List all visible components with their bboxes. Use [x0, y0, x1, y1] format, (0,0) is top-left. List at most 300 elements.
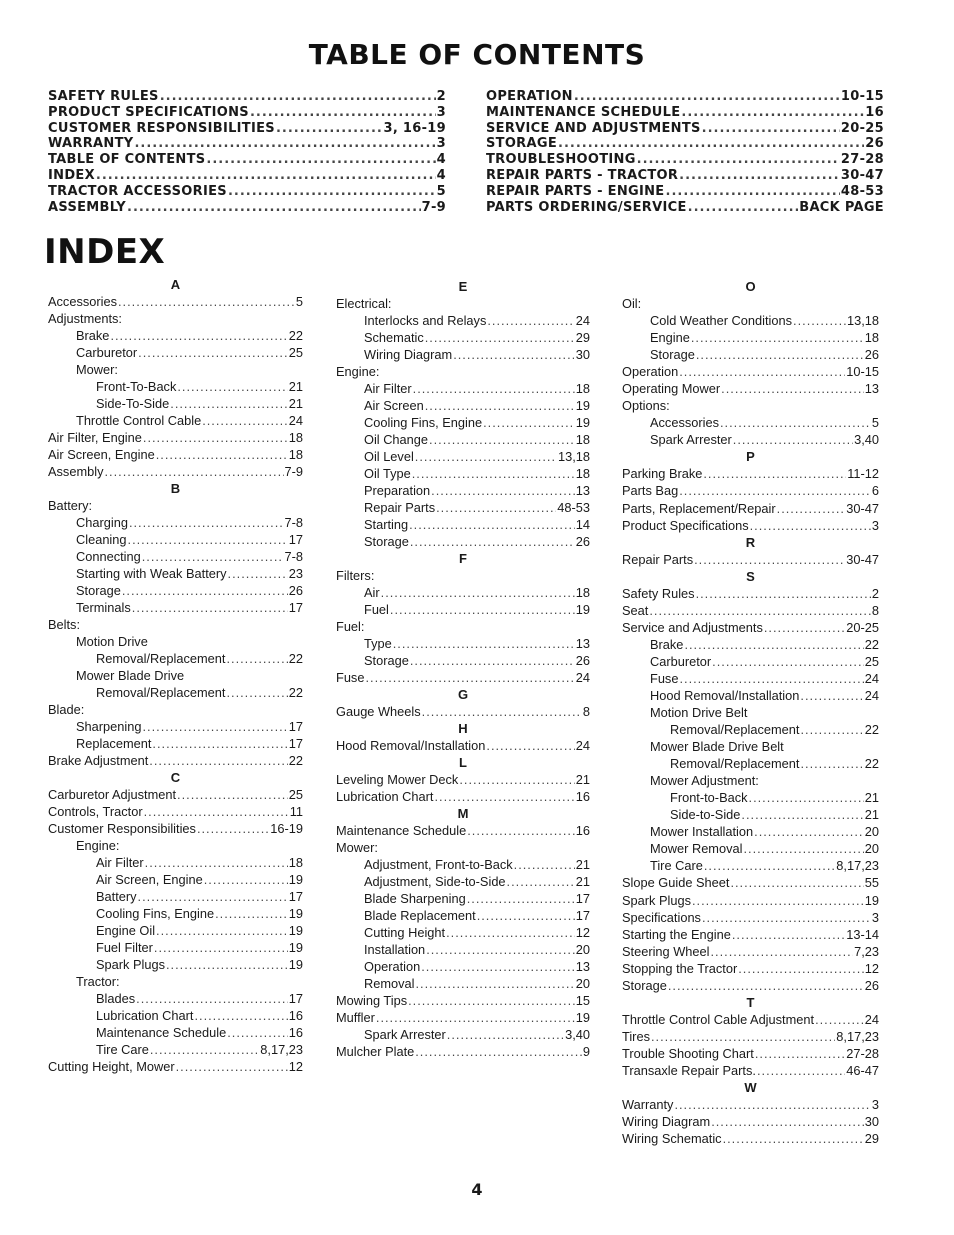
index-letter-heading: G	[457, 687, 469, 702]
leader-dots	[704, 857, 835, 874]
index-entry	[622, 926, 879, 943]
index-entry-label: Fuse	[650, 670, 679, 686]
index-entry	[48, 327, 303, 344]
leader-dots	[679, 363, 845, 380]
leader-dots	[486, 737, 574, 754]
leader-dots	[166, 956, 288, 973]
leader-dots	[514, 856, 575, 873]
leader-dots	[110, 327, 287, 344]
index-entry-label: Belts:	[48, 617, 81, 632]
index-entry	[622, 687, 879, 704]
index-letter-heading: W	[744, 1079, 757, 1095]
index-entry-page: 19	[575, 602, 590, 617]
index-entry-label: Options:	[622, 398, 670, 414]
index-entry-label: Leveling Mower Deck	[336, 772, 459, 787]
index-entry-label: Oil:	[622, 296, 642, 311]
index-entry	[336, 703, 590, 720]
toc-entry	[48, 89, 446, 105]
index-entry-label: Removal/Replacement	[670, 756, 800, 772]
leader-dots	[681, 105, 864, 121]
index-entry-page: 8,17,23	[836, 858, 879, 874]
leader-dots	[696, 585, 871, 602]
index-entry	[336, 771, 590, 788]
leader-dots	[149, 752, 287, 769]
toc-entry-label: TABLE OF CONTENTS	[48, 152, 206, 168]
index-entry-label: Throttle Control Cable Adjustment	[622, 1011, 815, 1027]
index-entry-page: 19	[288, 940, 303, 955]
index-entry-label: Charging	[76, 515, 128, 530]
toc-entry-page: BACK PAGE	[799, 199, 884, 215]
index-entry	[622, 806, 879, 823]
index-column-2	[336, 278, 590, 1060]
leader-dots	[226, 650, 287, 667]
toc-entry-label: WARRANTY	[48, 136, 134, 152]
index-entry-page: 22	[864, 636, 879, 652]
index-entry-page: 14	[575, 517, 590, 532]
index-entry-label: Oil Level	[364, 449, 414, 464]
index-entry-label: Mowing Tips	[336, 993, 408, 1008]
index-entry-page: 13,18	[557, 449, 590, 464]
index-entry	[336, 482, 590, 499]
toc-entry-page: 4	[436, 167, 446, 183]
index-entry-page: 13	[864, 381, 879, 397]
index-entry	[336, 958, 590, 975]
leader-dots	[800, 687, 863, 704]
index-entry	[622, 892, 879, 909]
toc-entry-label: REPAIR PARTS - ENGINE	[486, 183, 665, 199]
index-column-1	[48, 276, 303, 1075]
index-entry-page: 3	[871, 909, 879, 925]
index-entry-label: Removal/Replacement	[96, 685, 226, 700]
index-entry	[48, 905, 303, 922]
index-entry	[48, 514, 303, 531]
leader-dots	[156, 446, 288, 463]
index-entry	[48, 293, 303, 310]
leader-dots	[408, 992, 575, 1009]
index-entry	[622, 840, 879, 857]
index-entry-label: Trouble Shooting Chart	[622, 1045, 754, 1061]
index-entry	[48, 939, 303, 956]
leader-dots	[800, 755, 863, 772]
toc-entry	[48, 152, 446, 168]
index-entry	[622, 670, 879, 687]
index-entry	[622, 772, 879, 789]
index-entry-page: 7-8	[284, 549, 303, 564]
index-entry-page: 7-9	[284, 464, 303, 479]
index-entry	[48, 1024, 303, 1041]
index-entry-page: 30-47	[846, 500, 879, 516]
index-entry-label: Gauge Wheels	[336, 704, 421, 719]
toc-entry	[486, 136, 884, 152]
index-entry	[48, 718, 303, 735]
leader-dots	[483, 414, 575, 431]
index-entry-page: 12	[288, 1059, 303, 1074]
index-entry	[336, 397, 590, 414]
index-entry-page: 13,18	[846, 313, 879, 329]
index-entry-page: 48-53	[557, 500, 590, 515]
index-entry	[622, 943, 879, 960]
leader-dots	[702, 909, 871, 926]
toc-entry-label: CUSTOMER RESPONSIBILITIES	[48, 120, 275, 136]
index-entry-label: Terminals	[76, 600, 131, 615]
index-entry-label: Muffler	[336, 1010, 375, 1025]
toc-entry	[48, 136, 446, 152]
index-entry-label: Storage	[650, 347, 695, 363]
index-entry-label: Adjustment, Side-to-Side	[364, 874, 506, 889]
index-letter-heading: L	[459, 755, 467, 770]
index-entry-page: 27-28	[846, 1045, 879, 1061]
toc-entry-page: 3	[436, 104, 446, 120]
leader-dots	[150, 1041, 259, 1058]
index-entry-page: 5	[295, 294, 303, 309]
index-entry-page: 30	[864, 1114, 879, 1130]
leader-dots	[118, 293, 295, 310]
leader-dots	[684, 636, 863, 653]
leader-dots	[412, 465, 575, 482]
leader-dots	[142, 718, 287, 735]
index-entry	[336, 907, 590, 924]
index-entry-label: Interlocks and Relays	[364, 313, 487, 328]
index-entry-page: 18	[288, 855, 303, 870]
page-number: 4	[471, 1180, 483, 1199]
index-entry-page: 17	[575, 908, 590, 923]
index-entry	[622, 431, 879, 448]
index-entry-page: 13	[575, 636, 590, 651]
index-entry-label: Safety Rules	[622, 585, 695, 601]
index-entry-label: Cold Weather Conditions	[650, 313, 793, 329]
index-entry-page: 8	[871, 602, 879, 618]
index-entry	[622, 738, 879, 755]
index-entry-label: Storage	[622, 977, 667, 993]
index-entry-page: 24	[864, 670, 879, 686]
index-entry	[48, 837, 303, 854]
leader-dots	[129, 514, 284, 531]
index-entry-page: 19	[288, 923, 303, 938]
index-entry-label: Lubrication Chart	[96, 1008, 194, 1023]
leader-dots	[732, 926, 845, 943]
index-entry-label: Side-To-Side	[96, 396, 170, 411]
index-entry-label: Blade Sharpening	[364, 891, 466, 906]
index-entry-label: Front-to-Back	[670, 790, 748, 806]
index-letter-heading: T	[746, 994, 755, 1010]
leader-dots	[723, 1130, 864, 1147]
index-entry	[48, 565, 303, 582]
index-entry-page: 12	[575, 925, 590, 940]
index-entry-label: Tires	[622, 1028, 650, 1044]
index-entry	[48, 973, 303, 990]
index-entry-page: 7-8	[284, 515, 303, 530]
index-entry-page: 13	[575, 483, 590, 498]
leader-dots	[459, 771, 574, 788]
index-entry	[336, 618, 590, 635]
index-entry-page: 3,40	[565, 1027, 590, 1042]
leader-dots	[692, 892, 864, 909]
index-entry-label: Schematic	[364, 330, 424, 345]
index-entry	[336, 856, 590, 873]
index-entry-page: 3	[871, 517, 879, 533]
toc-entry-label: TRACTOR ACCESSORIES	[48, 183, 227, 199]
index-entry-page: 7,23	[854, 943, 879, 959]
leader-dots	[712, 653, 864, 670]
index-entry-page: 26	[575, 653, 590, 668]
leader-dots	[649, 602, 871, 619]
leader-dots	[145, 854, 288, 871]
leader-dots	[138, 888, 288, 905]
index-entry-label: Air Filter, Engine	[48, 430, 142, 445]
index-entry-page: 21	[864, 790, 879, 806]
index-entry	[622, 312, 879, 329]
index-entry	[622, 1096, 879, 1113]
leader-dots	[507, 873, 575, 890]
index-entry-page: 18	[288, 430, 303, 445]
index-letter-heading: C	[170, 770, 181, 785]
index-entry-page: 24	[575, 313, 590, 328]
index-entry-page: 25	[288, 787, 303, 802]
leader-dots	[228, 565, 288, 582]
index-entry-page: 26	[864, 347, 879, 363]
leader-dots	[410, 652, 575, 669]
index-entry	[48, 1007, 303, 1024]
toc-entry-label: MAINTENANCE SCHEDULE	[486, 104, 681, 120]
index-entry	[48, 871, 303, 888]
leader-dots	[206, 152, 435, 168]
index-entry-label: Transaxle Repair Parts.	[622, 1062, 756, 1078]
toc-entry-page: 3, 16-19	[383, 120, 446, 136]
index-entry-label: Electrical:	[336, 296, 392, 311]
toc-entry	[48, 200, 446, 216]
index-entry-label: Parts Bag	[622, 483, 679, 499]
leader-dots	[754, 823, 864, 840]
index-entry-label: Warranty	[622, 1096, 674, 1112]
index-entry-label: Cutting Height	[364, 925, 446, 940]
leader-dots	[431, 482, 575, 499]
index-entry	[48, 633, 303, 650]
index-entry-page: 19	[575, 398, 590, 413]
index-entry-page: 17	[288, 532, 303, 547]
leader-dots	[250, 105, 436, 121]
index-entry-label: Storage	[364, 653, 409, 668]
leader-dots	[228, 184, 436, 200]
index-entry-page: 17	[288, 600, 303, 615]
index-entry-label: Fuel Filter	[96, 940, 153, 955]
index-entry-page: 20-25	[846, 619, 879, 635]
index-entry	[336, 1026, 590, 1043]
index-entry-label: Engine:	[76, 838, 120, 853]
index-entry	[48, 735, 303, 752]
leader-dots	[668, 977, 864, 994]
index-entry	[48, 650, 303, 667]
toc-entry	[486, 184, 884, 200]
index-entry-label: Sharpening	[76, 719, 142, 734]
index-entry	[622, 823, 879, 840]
leader-dots	[477, 907, 575, 924]
index-entry	[336, 312, 590, 329]
toc-entry	[486, 152, 884, 168]
leader-dots	[177, 378, 287, 395]
leader-dots	[487, 312, 574, 329]
leader-dots	[711, 1113, 864, 1130]
index-entry	[48, 378, 303, 395]
index-entry	[48, 582, 303, 599]
index-letter-heading: M	[457, 806, 469, 821]
index-entry	[336, 1043, 590, 1060]
index-entry-label: Air Screen, Engine	[48, 447, 155, 462]
leader-dots	[720, 414, 871, 431]
index-entry	[336, 839, 590, 856]
index-entry	[336, 346, 590, 363]
index-entry-label: Operation	[364, 959, 421, 974]
index-entry	[622, 380, 879, 397]
index-entry-label: Starting the Engine	[622, 926, 731, 942]
index-entry-page: 26	[288, 583, 303, 598]
leader-dots	[764, 619, 845, 636]
toc-entry-page: 5	[436, 183, 446, 199]
index-entry-page: 16	[575, 789, 590, 804]
index-entry	[622, 704, 879, 721]
toc-entry	[48, 168, 446, 184]
index-entry-page: 30	[575, 347, 590, 362]
index-entry-label: Oil Type	[364, 466, 411, 481]
index-entry	[48, 412, 303, 429]
index-entry-label: Assembly	[48, 464, 104, 479]
index-entry-label: Cooling Fins, Engine	[96, 906, 215, 921]
index-entry-label: Tire Care	[650, 858, 703, 874]
index-entry	[336, 601, 590, 618]
index-entry-page: 8,17,23	[836, 1028, 879, 1044]
index-entry	[622, 363, 879, 380]
leader-dots	[679, 168, 840, 184]
index-entry-label: Hood Removal/Installation	[336, 738, 486, 753]
index-entry	[336, 499, 590, 516]
index-entry-label: Engine:	[336, 364, 380, 379]
index-entry	[48, 786, 303, 803]
index-entry	[622, 977, 879, 994]
index-entry-label: Air	[364, 585, 380, 600]
index-entry	[48, 463, 303, 480]
index-entry-page: 18	[575, 466, 590, 481]
index-entry-label: Accessories	[650, 415, 719, 431]
leader-dots	[204, 871, 288, 888]
index-entry-page: 9	[582, 1044, 590, 1059]
leader-dots	[376, 1009, 575, 1026]
toc-left-column	[48, 89, 446, 215]
index-letter-heading: E	[458, 279, 468, 294]
index-entry	[622, 329, 879, 346]
index-entry-label: Stopping the Tractor	[622, 960, 738, 976]
toc-entry-label: STORAGE	[486, 136, 558, 152]
index-entry-label: Front-To-Back	[96, 379, 177, 394]
leader-dots	[436, 499, 556, 516]
index-entry-page: 17	[288, 991, 303, 1006]
index-entry-page: 18	[864, 330, 879, 346]
index-entry-label: Slope Guide Sheet	[622, 875, 730, 891]
toc-entry	[48, 105, 446, 121]
toc-entry-page: 2	[436, 89, 446, 104]
leader-dots	[227, 1024, 288, 1041]
index-entry-page: 24	[575, 738, 590, 753]
toc-entry-page: 26	[865, 136, 884, 152]
index-entry	[48, 548, 303, 565]
index-entry	[622, 1011, 879, 1028]
index-entry	[336, 431, 590, 448]
index-letter-heading: H	[458, 721, 468, 736]
index-entry-label: Fuel:	[336, 619, 365, 634]
index-entry	[336, 737, 590, 754]
index-entry-label: Brake Adjustment	[48, 753, 149, 768]
index-entry-page: 12	[864, 960, 879, 976]
index-entry-label: Battery:	[48, 498, 93, 513]
index-entry-page: 21	[575, 772, 590, 787]
index-entry-label: Type	[364, 636, 392, 651]
index-entry	[48, 684, 303, 701]
index-entry-page: 19	[575, 415, 590, 430]
index-entry	[48, 599, 303, 616]
index-entry	[336, 669, 590, 686]
leader-dots	[750, 517, 871, 534]
leader-dots	[721, 380, 864, 397]
index-entry-page: 11	[289, 804, 303, 819]
toc-entry	[486, 168, 884, 184]
index-entry	[48, 616, 303, 633]
index-entry-label: Removal/Replacement	[96, 651, 226, 666]
index-entry-label: Carburetor	[76, 345, 138, 360]
index-entry-page: 3,40	[854, 432, 879, 448]
leader-dots	[679, 670, 863, 687]
toc-entry-label: REPAIR PARTS - TRACTOR	[486, 167, 679, 183]
leader-dots	[215, 905, 288, 922]
index-entry-page: 19	[288, 957, 303, 972]
leader-dots	[425, 329, 575, 346]
index-entry	[48, 752, 303, 769]
leader-dots	[152, 735, 287, 752]
index-entry-page: 15	[575, 993, 590, 1008]
index-entry-page: 21	[288, 396, 303, 411]
leader-dots	[755, 1045, 845, 1062]
index-entry-label: Carburetor Adjustment	[48, 787, 177, 802]
index-entry-label: Parts, Replacement/Repair	[622, 500, 776, 516]
leader-dots	[132, 599, 288, 616]
index-entry-page: 2	[871, 585, 879, 601]
leader-dots	[276, 121, 383, 137]
toc-entry-label: PRODUCT SPECIFICATIONS	[48, 104, 249, 120]
index-entry-label: Mower:	[76, 362, 118, 377]
index-entry-label: Filters:	[336, 568, 375, 583]
index-entry	[336, 652, 590, 669]
index-entry	[336, 1009, 590, 1026]
index-entry-page: 19	[288, 906, 303, 921]
leader-dots	[197, 820, 269, 837]
index-entry	[48, 803, 303, 820]
index-entry-label: Oil Change	[364, 432, 429, 447]
index-entry	[48, 344, 303, 361]
leader-dots	[691, 329, 864, 346]
leader-dots	[694, 551, 845, 568]
index-entry-label: Mulcher Plate	[336, 1044, 415, 1059]
index-entry-page: 18	[575, 585, 590, 600]
toc-entry-page: 16	[865, 104, 884, 120]
index-entry-label: Product Specifications	[622, 517, 749, 533]
leader-dots	[160, 89, 436, 105]
index-entry-label: Storage	[364, 534, 409, 549]
index-entry	[336, 567, 590, 584]
index-letter-heading: B	[170, 481, 181, 496]
index-entry	[48, 395, 303, 412]
leader-dots	[741, 806, 863, 823]
index-entry-page: 19	[575, 1010, 590, 1025]
index-letter-heading: S	[746, 568, 755, 584]
leader-dots	[679, 482, 871, 499]
index-entry	[336, 533, 590, 550]
